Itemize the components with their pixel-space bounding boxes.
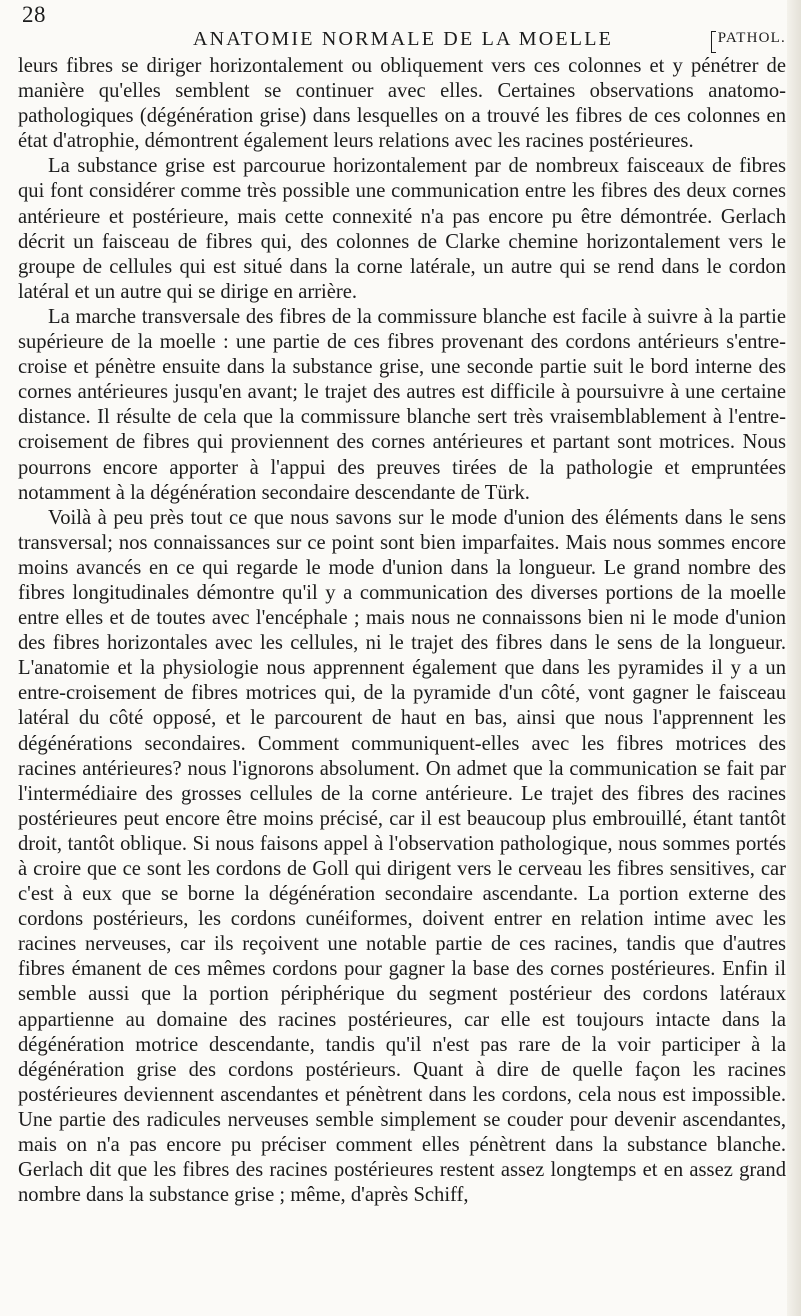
running-title: ANATOMIE NORMALE DE LA MOELLE: [192, 28, 614, 50]
paragraph-substance-grise: La substance grise est parcourue horizontalement par de nombreux faisceaux de fibres qui font considérer comme très possible une communication entre les fibres des deux cornes antérieure et postérieure, mais cette connexité n'a pas encore pu être démontrée. Gerlach décrit un faisceau de fibres qui, des colonnes de Clarke chemine horizontalement vers le groupe de cellules qui est situé dans la corne latérale, un autre qui se rend dans le cordon latéral et un autre qui se dirige en arrière.: [18, 155, 786, 303]
paragraph-mode-union: Voilà à peu près tout ce que nous savons sur le mode d'union des éléments dans le sens transversal; nos connaissances sur ce point sont bien imparfaites. Mais nous sommes encore moins avancés en ce qui regarde le mode d'union dans la longueur. Le grand nombre des fibres longitudinales démontre qu'il y a communication des diverses portions de la moelle entre elles et de toutes avec l'encéphale ; mais nous ne connaissons bien ni le mode d'union des fibres horizontales avec les cellules, ni le trajet des fibres dans le sens de la longueur. L'anatomie et la physiologie nous apprennent également que dans les pyramides il y a un entre-croisement de fibres motrices qui, de la pyramide d'un côté, vont gagner le faisceau latéral du côté opposé, et le parcourent de haut en bas, ainsi que nous l'apprennent les dégénérations secondaires. Comment communiquent-elles avec les fibres motrices des racines antérieures? nous l'ignorons absolument. On admet que la communication se fait par l'intermédiaire des grosses cellules de la corne antérieure. Le trajet des fibres des racines postérieures peut encore être moins précisé, car il est beaucoup plus embrouillé, étant tantôt droit, tantôt oblique. Si nous faisons appel à l'observation pathologique, nous sommes portés à croire que ce sont les cordons de Goll qui dirigent vers le cerveau les fibres sensitives, car c'est à eux que se borne la dégénération secondaire ascendante. La portion externe des cordons postérieurs, les cordons cunéiformes, doivent entrer en relation intime avec les racines nerveuses, car ils reçoivent une notable partie de ces racines, tandis que d'autres fibres émanent de ces mêmes cordons pour gagner la base des cornes postérieures. Enfin il semble aussi que la portion périphérique du segment postérieur des cordons latéraux appartienne au domaine des racines postérieures, car elle est toujours intacte dans la dégénération motrice descendante, tandis qu'il n'est pas rare de la voir participer à la dégénération grise des cordons postérieurs. Quant à dire de quelle façon les racines postérieures deviennent ascendantes et pénètrent dans les cordons, cela nous est impossible. Une partie des radicules nerveuses semble simplement se couder pour devenir ascendantes, mais on n'a pas encore pu préciser comment elles pénètrent dans la substance blanche. Gerlach dit que les fibres des racines postérieures restent assez longtemps et en assez grand nombre dans la substance grise ; même, d'après Schiff,: [18, 506, 786, 1207]
paragraph-continued: leurs fibres se diriger horizontalement ou obliquement vers ces colonnes et y pénétrer de manière qu'elles semblent se continuer avec elles. Certaines observations anatomo-pathologiques (dégénération grise) dans lesquelles on a trouvé les fibres de ces colonnes en état d'atrophie, démontrent également leurs relations avec les racines postérieures.: [18, 55, 786, 153]
paragraph-commissure-blanche: La marche transversale des fibres de la commissure blanche est facile à suivre à la partie supérieure de la moelle : une partie de ces fibres provenant des cordons antérieurs s'entre-croise et pénètre ensuite dans la substance grise, une seconde partie suit le bord interne des cornes antérieures jusqu'en avant; le trajet des autres est difficile à poursuivre à une certaine distance. Il résulte de cela que la commissure blanche sert très vraisemblablement à l'entre-croisement de fibres qui proviennent des cornes antérieures et partant sont motrices. Nous pourrons encore apporter à l'appui des preuves tirées de la pathologie et empruntées notamment à la dégénération secondaire descendante de Türk.: [18, 305, 786, 504]
body-text: [18, 54, 786, 1208]
page-number: 28: [22, 2, 46, 27]
section-label: PATHOL.: [717, 30, 786, 46]
page-edge: [787, 0, 801, 1316]
page-header: [18, 2, 788, 52]
